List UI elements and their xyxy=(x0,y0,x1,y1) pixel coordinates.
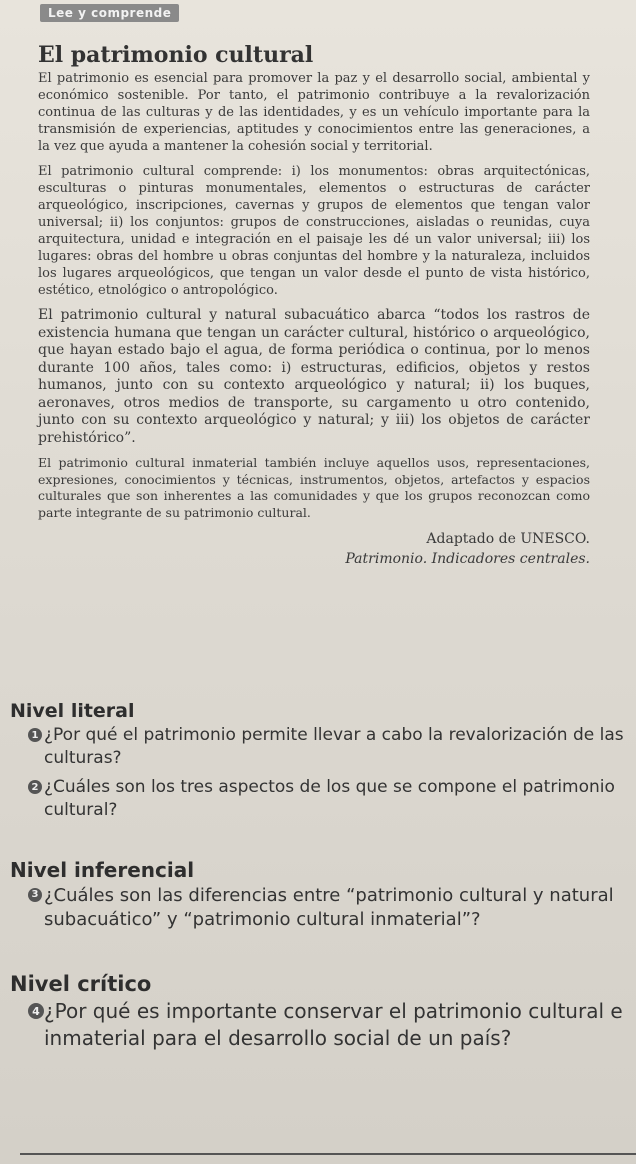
question-4 xyxy=(10,998,630,1052)
question-number-badge: 1 xyxy=(28,728,42,742)
level-heading-critico: Nivel crítico xyxy=(10,972,152,996)
question-number-badge: 4 xyxy=(28,1003,44,1019)
question-text: ¿Cuáles son los tres aspectos de los que se compone el patrimonio cultural? xyxy=(44,777,615,820)
question-text: ¿Por qué el patrimonio permite llevar a cabo la revalorización de las culturas? xyxy=(44,725,624,768)
reading-paragraph-1: El patrimonio es esencial para promover la paz y el desarrollo social, ambiental y económico sostenible. Por tanto, el patrimonio contribuye a la revalorización continua de las culturas y de las identidades, y es un vehículo importante para la transmisión de experiencias, aptitudes y conocimientos entre las generaciones, a la vez que ayuda a mantener la cohesión social y territorial. xyxy=(38,71,590,154)
source-book: Patrimonio. Indicadores centrales. xyxy=(345,551,590,567)
page-title: El patrimonio cultural xyxy=(38,42,314,68)
reading-paragraph-3: El patrimonio cultural y natural subacuático abarca “todos los rastros de existencia humana que tengan un carácter cultural, histórico o arqueológico, que hayan estado bajo el agua, de forma periódica o continua, por lo menos durante 100 años, tales como: i) estructuras, edificios, objetos y restos humanos, junto con su contexto arqueológico y natural; ii) los buques, aeronaves, otros medios de transporte, su cargamento u otro contenido, junto con su contexto arqueológico y natural; y iii) los objetos de carácter prehistórico”. xyxy=(38,307,590,446)
question-number-badge: 3 xyxy=(28,888,42,902)
bottom-rule xyxy=(20,1153,636,1155)
source-citation xyxy=(38,529,590,569)
question-2 xyxy=(10,776,630,822)
question-text: ¿Por qué es importante conservar el patrimonio cultural e inmaterial para el desarrollo social de un país? xyxy=(44,999,623,1050)
reading-paragraph-4: El patrimonio cultural inmaterial también incluye aquellos usos, representaciones, expresiones, conocimientos y técnicas, instrumentos, objetos, artefactos y espacios culturales que son inherentes a las comunidades y que los grupos reconozcan como parte integrante de su patrimonio cultural. xyxy=(38,455,590,520)
source-line: Adaptado de UNESCO. xyxy=(426,531,590,547)
level-heading-literal: Nivel literal xyxy=(10,700,135,722)
question-1 xyxy=(10,724,630,770)
section-tag: Lee y comprende xyxy=(40,4,179,22)
question-text: ¿Cuáles son las diferencias entre “patrimonio cultural y natural subacuático” y “patrimonio cultural inmaterial”? xyxy=(44,885,614,930)
reading-paragraph-2: El patrimonio cultural comprende: i) los monumentos: obras arquitectónicas, esculturas o pinturas monumentales, elementos o estructuras de carácter arqueológico, inscripciones, cavernas y grupos de elementos que tengan valor universal; ii) los conjuntos: grupos de construcciones, aisladas o reunidas, cuya arquitectura, unidad e integración en el paisaje les dé un valor universal; iii) los lugares: obras del hombre u obras conjuntas del hombre y la naturaleza, incluidos los lugares arqueológicos, que tengan un valor desde el punto de vista histórico, estético, etnológico o antropológico. xyxy=(38,164,590,298)
level-heading-inferencial: Nivel inferencial xyxy=(10,858,195,882)
reading-text xyxy=(38,70,590,569)
question-3 xyxy=(10,884,630,932)
questions-block xyxy=(10,700,630,1052)
question-number-badge: 2 xyxy=(28,780,42,794)
